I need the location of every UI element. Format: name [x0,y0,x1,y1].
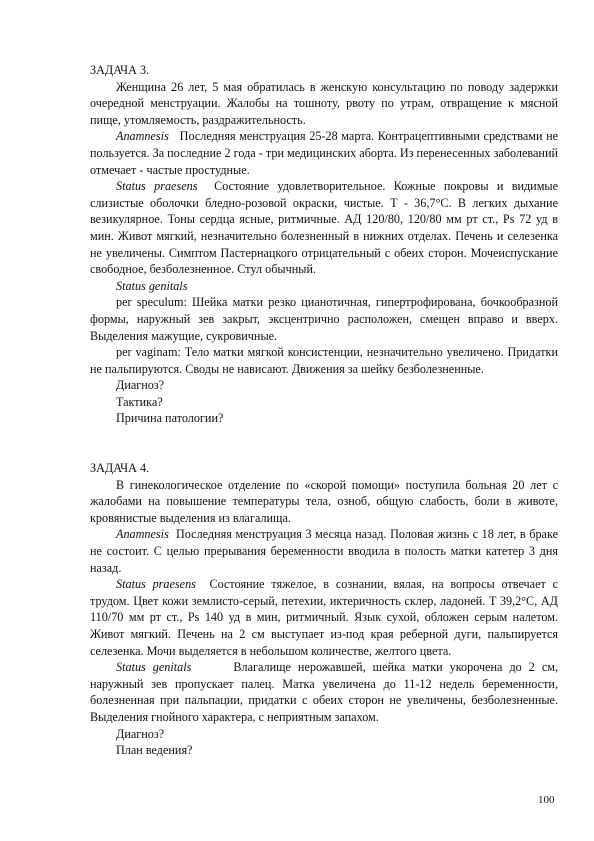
task-3-per-vaginam: per vaginam: Тело матки мягкой консистенции, незначительно увеличено. Придатки не пальпируются. Своды не нависают. Движения за шейку безболезненные. [90,345,558,376]
task-3-question: Диагноз? [116,378,165,393]
task-4-question: Диагноз? [116,726,165,741]
task-3-question: Причина патологии? [116,411,224,426]
status-praesens-label: Status praesens [116,577,196,592]
status-praesens-text: Состояние удовлетворительное. Кожные покровы и видимые слизистые оболочки бледно-розовой окраски, чистые. T - 36,7°C. В легких дыхание везикулярное. Тоны сердца ясные, ритмичные. АД 120/80, 120/80 мм рт ст., Ps 72 уд в мин. Живот мягкий, незначительно болезненный в нижних отделах. Печень и селезенка не увеличены. Симптом Пастернацкого отрицательный с обеих сторон. Мочеиспускание свободное, безболезненное. Стул обычный. [90,179,558,277]
document-page [90,62,558,759]
task-3-status-praesens [90,178,558,278]
task-3-title: ЗАДАЧА 3. [90,63,150,77]
anamnesis-text: Последняя менструация 3 месяца назад. Половая жизнь с 18 лет, в браке не состоит. С целью прерывания беременности вводила в полость матки катетер 3 дня назад. [90,527,558,575]
task-3-per-speculum: per speculum: Шейка матки резко цианотичная, гипертрофирована, бочкообразной формы, наружный зев закрыт, эксцентрично расположен, смещен вправо и вверх. Выделения мажущие, сукровичные. [90,295,558,343]
task-4-title: ЗАДАЧА 4. [90,461,150,476]
section-spacer [90,427,558,460]
anamnesis-label: Anamnesis [116,129,169,144]
task-3-anamnesis [90,128,558,178]
status-praesens-text: Состояние тяжелое, в сознании, вялая, на вопросы отвечает с трудом. Цвет кожи землисто-серый, петехии, иктеричность склер, ладоней. T 39,2°C, АД 110/70 мм рт ст., Ps 140 уд в мин, ритмичный. Язык сухой, обложен серым налетом. Живот мягкий. Печень на 2 см выступает из-под края реберной дуги, пальпируется селезенка. Мочи выделяется в небольшом количестве, желтого цвета. [90,577,559,658]
anamnesis-label: Anamnesis [116,527,169,542]
task-4-question: План ведения? [116,743,193,758]
task-4-complaint: В гинекологическое отделение по «скорой помощи» поступила больная 20 лет с жалобами на повышение температуры тела, озноб, общую слабость, боли в животе, кровянистые выделения из влагалища. [90,477,558,525]
status-genitals-label: Status genitals [116,278,188,293]
task-3-status-genitals-label [90,278,558,295]
task-3-question: Тактика? [116,394,163,409]
task-4-status-praesens [90,576,558,659]
task-4-anamnesis [90,526,558,576]
task-4 [90,460,558,759]
task-3 [90,62,558,427]
status-genitals-text: Влагалище нерожавшей, шейка матки укорочена до 2 см, наружный зев пропускает палец. Матка увеличена до 11-12 недель беременности, болезненная при пальпации, придатки с обеих сторон не увеличены, безболезненные. Выделения гнойного характера, с неприятным запахом. [90,660,559,724]
task-4-status-genitals [90,659,558,725]
anamnesis-text: Последняя менструация 25-28 марта. Контрацептивными средствами не пользуется. За последние 2 года - три медицинских аборта. Из перенесенных заболеваний отмечает - частые простудные. [90,129,559,177]
task-3-complaint: Женщина 26 лет, 5 мая обратилась в женскую консультацию по поводу задержки очередной менструации. Жалобы на тошноту, рвоту по утрам, отвращение к мясной пище, утомляемость, раздражительность. [90,79,558,127]
status-praesens-label: Status praesens [116,179,198,194]
status-genitals-label: Status genitals [116,660,192,675]
page-number: 100 [538,794,555,806]
